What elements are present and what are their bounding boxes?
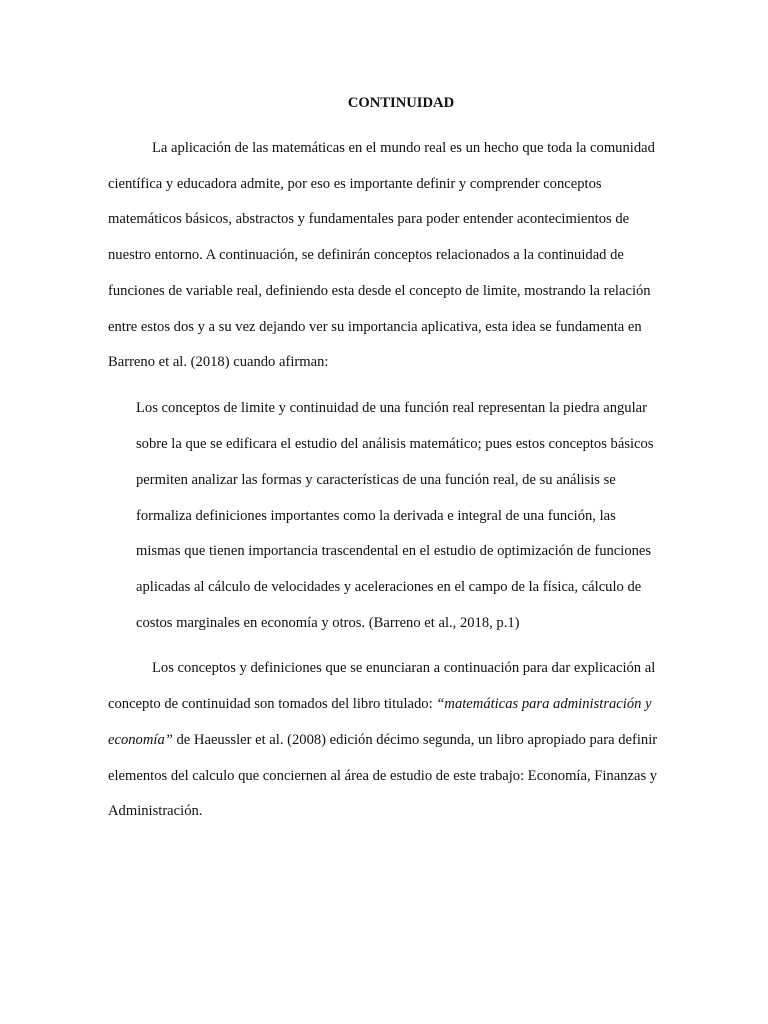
paragraph-text: concepto de continuidad son tomados del libro titulado:	[108, 696, 437, 712]
paragraph-line: científica y educadora admite, por eso es importante definir y comprender conceptos	[108, 176, 602, 192]
block-quote-line: Los conceptos de limite y continuidad de una función real representan la piedra angular	[136, 400, 647, 416]
paragraph-line: funciones de variable real, definiendo esta desde el concepto de limite, mostrando la relación	[108, 283, 651, 299]
block-quote-line: sobre la que se edificara el estudio del análisis matemático; pues estos conceptos básicos	[136, 436, 654, 452]
paragraph-line: matemáticos básicos, abstractos y fundamentales para poder entender acontecimientos de	[108, 211, 630, 227]
block-quote-line: formaliza definiciones importantes como la derivada e integral de una función, las	[136, 508, 616, 524]
paragraph-line: Barreno et al. (2018) cuando afirman:	[108, 354, 329, 370]
paragraph-line: Administración.	[108, 803, 203, 819]
paragraph-line: Los conceptos y definiciones que se enunciaran a continuación para dar explicación al	[152, 660, 656, 676]
block-quote-line: mismas que tienen importancia trascendental en el estudio de optimización de funciones	[136, 543, 652, 559]
paragraph-line: elementos del calculo que conciernen al área de estudio de este trabajo: Economía, Finanzas y	[108, 768, 658, 784]
block-quote-line: costos marginales en economía y otros. (Barreno et al., 2018, p.1)	[136, 615, 520, 631]
paragraph-text: de Haeussler et al. (2008) edición décimo segunda, un libro apropiado para definir	[172, 732, 658, 748]
document-title: CONTINUIDAD	[347, 95, 455, 111]
paragraph-line	[108, 730, 657, 750]
block-quote-line: aplicadas al cálculo de velocidades y aceleraciones en el campo de la física, cálculo de	[136, 579, 642, 595]
paragraph-line: nuestro entorno. A continuación, se definirán conceptos relacionados a la continuidad de	[108, 247, 624, 263]
paragraph-line	[108, 694, 652, 714]
book-title-italic: economía”	[108, 732, 173, 748]
block-quote-line: permiten analizar las formas y características de una función real, de su análisis se	[136, 472, 616, 488]
paragraph-line: entre estos dos y a su vez dejando ver su importancia aplicativa, esta idea se fundamenta en	[108, 319, 642, 335]
book-title-italic: “matemáticas para administración y	[436, 696, 652, 712]
paragraph-line: La aplicación de las matemáticas en el mundo real es un hecho que toda la comunidad	[152, 140, 655, 156]
